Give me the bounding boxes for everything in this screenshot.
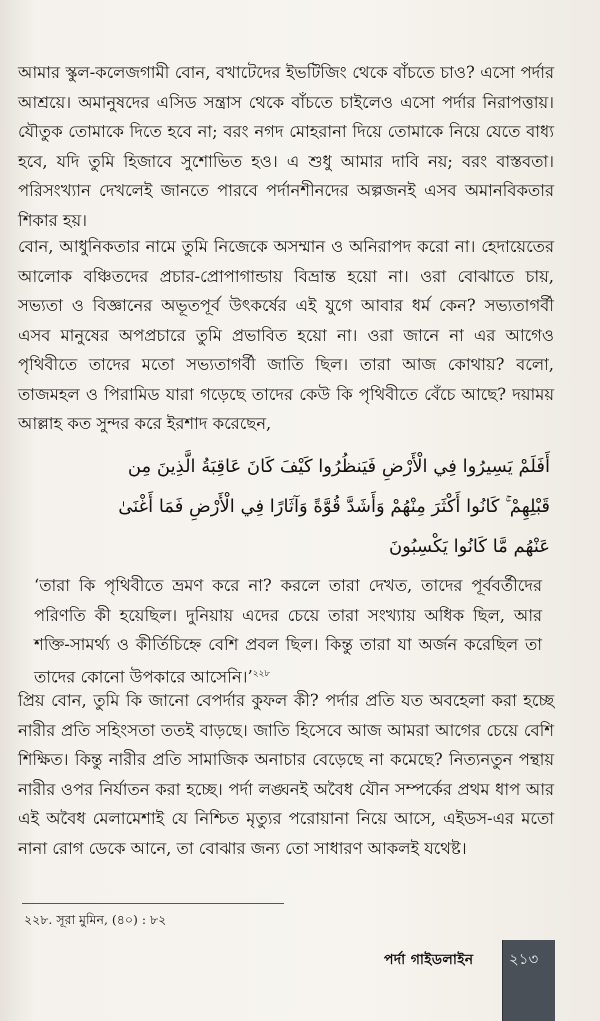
paragraph-modernity: বোন, আধুনিকতার নামে তুমি নিজেকে অসম্মান ও অনিরাপদ করো না। হেদায়েতের আলোক বঞ্চিতদের প্রচার-প্রোপাগান্ডায় বিভ্রান্ত হয়ো না। ওরা বোঝাতে চায়, সভ্যতা ও বিজ্ঞানের অভূতপূর্ব উৎকর্ষের এই যুগে আবার ধর্ম কেন? সভ্যতাগর্বী এসব মানুষের অপপ্রচারে তুমি প্রভাবিত হয়ো না। ওরা জানে না এর আগেও পৃথিবীতে তাদের মতো সভ্যতাগর্বী জাতি ছিল। তারা আজ কোথায়? বলো, তাজমহল ও পিরামিড যারা গড়েছে তাদের কেউ কি পৃথিবীতে বেঁচে আছে? দয়াময় আল্লাহ কত সুন্দর করে ইরশাদ করেছেন, xyxy=(18,237,554,433)
paragraph-consequences: প্রিয় বোন, তুমি কি জানো বেপর্দার কুফল কী? পর্দার প্রতি যত অবহেলা করা হচ্ছে নারীর প্রতি সহিংসতা ততই বাড়ছে। জাতি হিসেবে আজ আমরা আগের চেয়ে বেশি শিক্ষিত। কিন্তু নারীর প্রতি সামাজিক অনাচার বেড়েছে না কমেছে? নিত্যনতুন পন্থায় নারীর ওপর নির্যাতন করা হচ্ছে। পর্দা লঙ্ঘনই অবৈধ যৌন সম্পর্কের প্রথম ধাপ আর এই অবৈধ মেলামেশাই যে নিশ্চিত মৃত্যুর পরোয়ানা নিয়ে আসে, এইডস-এর মতো নানা রোগ ডেকে আনে, তা বোঝার জন্য তো সাধারণ আকলই যথেষ্ট। xyxy=(18,691,554,858)
footnote-text: ২২৮. সূরা মুমিন, (৪০) : ৮২ xyxy=(24,912,167,927)
page-number: ২১৩ xyxy=(509,950,539,968)
paragraph-intro: আমার স্কুল-কলেজগামী বোন, বখাটেদের ইভটিজিং থেকে বাঁচতে চাও? এসো পর্দার আশ্রয়ে। অমানুষদের এসিড সন্ত্রাস থেকে বাঁচতে চাইলেও এসো পর্দার নিরাপত্তায়। যৌতুক তোমাকে দিতে হবে না; বরং নগদ মোহরানা দিয়ে তোমাকে নিয়ে যেতে বাধ্য হবে, যদি তুমি হিজাবে সুশোভিত হও। এ শুধু আমার দাবি নয়; বরং বাস্তবতা। পরিসংখ্যান দেখলেই জানতে পারবে পর্দানশীনদের অল্পজনই এসব অমানবিকতার শিকার হয়। xyxy=(18,63,554,230)
quran-verse-arabic: أَفَلَمْ يَسِيرُوا فِي الْأَرْضِ فَيَنظُرُوا كَيْفَ كَانَ عَاقِبَةُ الَّذِينَ مِن قَبْلِهِمْ ۚ كَانُوا أَكْثَرَ مِنْهُمْ وَأَشَدَّ قُوَّةً وَآثَارًا فِي الْأَرْضِ فَمَا أَغْنَىٰ عَنْهُم مَّا كَانُوا يَكْسِبُونَ xyxy=(118,456,550,557)
footnote-divider xyxy=(22,903,284,904)
footnote-marker: ২২৮ xyxy=(252,668,271,679)
running-footer-title: পর্দা গাইডলাইন xyxy=(384,952,474,968)
verse-translation-text: ‘তারা কি পৃথিবীতে ভ্রমণ করে না? করলে তারা দেখত, তাদের পূর্ববর্তীদের পরিণতি কী হয়েছিল। দুনিয়ায় এদের চেয়ে তারা সংখ্যায় অধিক ছিল, আর শক্তি-সামর্থ্য ও কীর্তিচিহ্নে বেশি প্রবল ছিল। কিন্তু তারা যা অর্জন করেছিল তা তাদের কোনো উপকারে আসেনি।’ xyxy=(34,576,542,686)
verse-translation xyxy=(34,571,542,691)
